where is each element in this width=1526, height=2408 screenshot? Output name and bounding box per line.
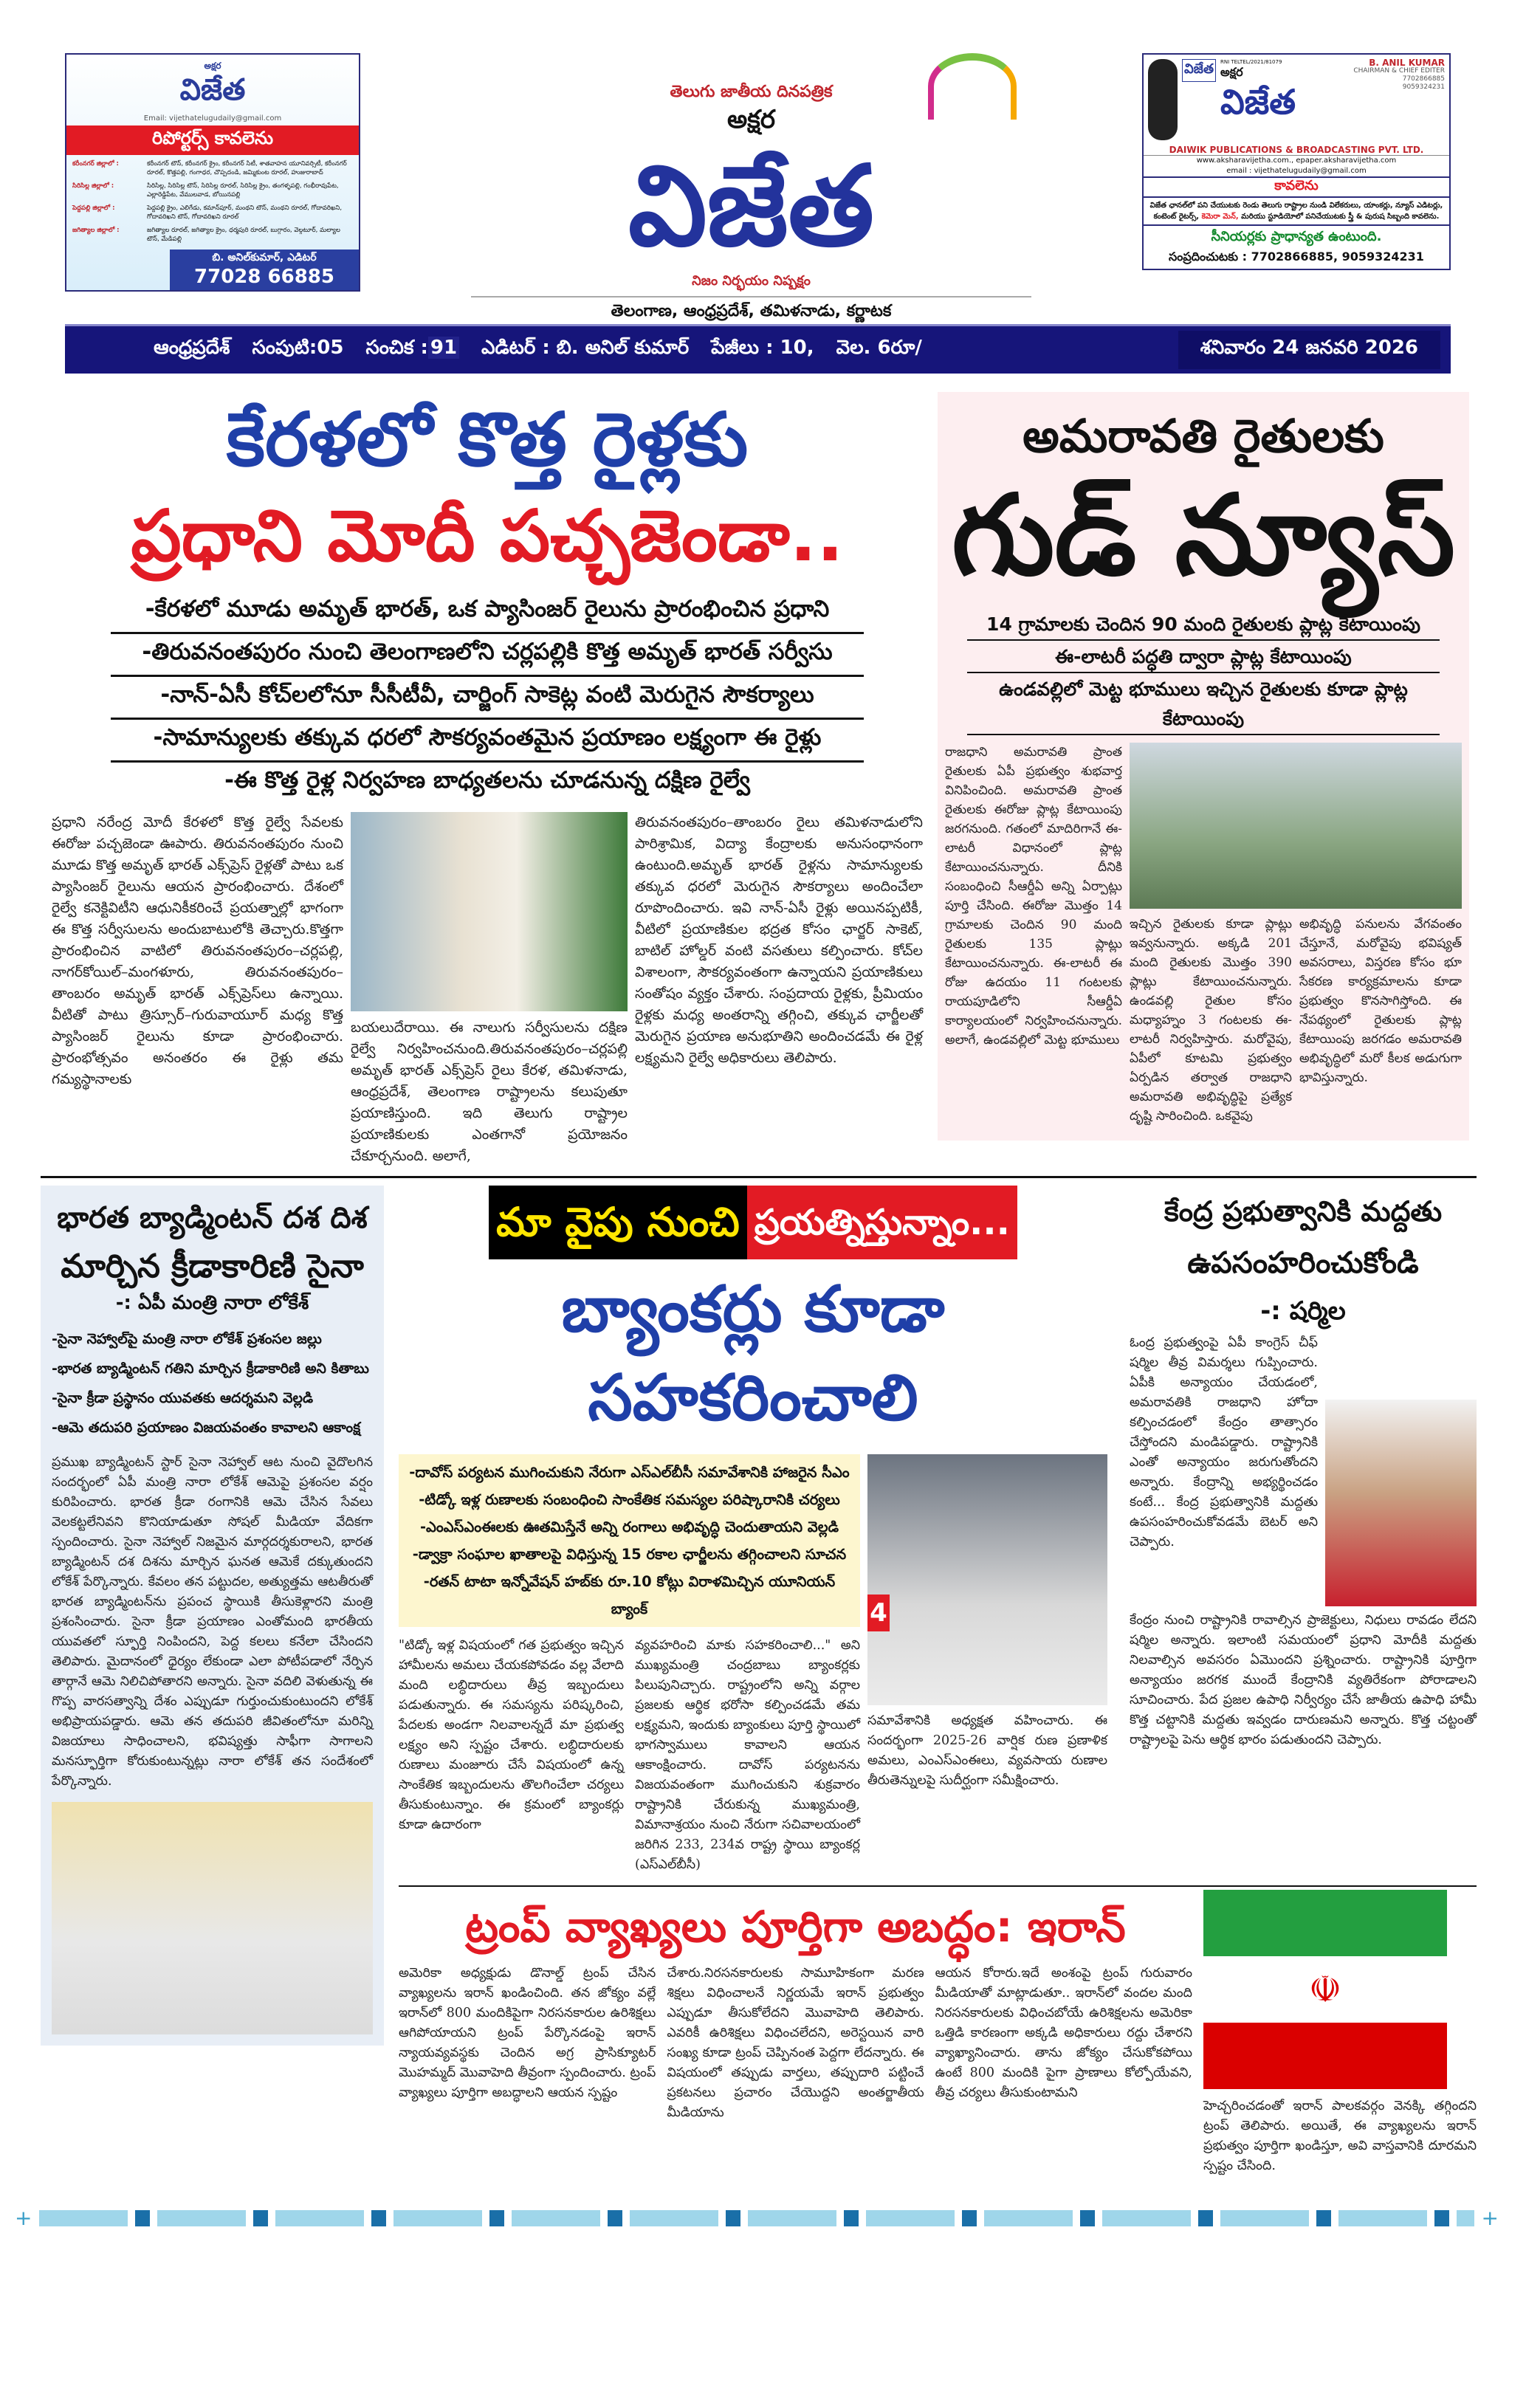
- masthead-tagline: తెలుగు జాతీయ దినపత్రిక: [670, 83, 833, 101]
- iran-emblem-icon: ☫: [1308, 1968, 1342, 2011]
- saina-bullet: -భారత బ్యాడ్మింటన్ గతిని మార్చిన క్రీడాకారిణి అని కితాబు: [52, 1360, 370, 1377]
- sharmila-photo: [1325, 1400, 1477, 1606]
- district-places: సిరిసిల్ల, సిరిసిల్ల టౌన్, సిరిసిల్ల రూరల్, సిరిసిల్ల క్రైం, తంగళ్ళపల్లి, గంభీరావుపేట, ఎల్లారెడ్డిపేట, వేములవాడ, బోయినపల్లి: [147, 182, 339, 199]
- iran-col-1: అమెరికా అధ్యక్షుడు డొనాల్డ్ ట్రంప్ చేసిన వ్యాఖ్యలను ఇరాన్ ఖండించింది. తన జోక్యం వల్లే ఇరాన్‌లో 800 మందికిపైగా నిరసనకారుల ఉరిశిక్షలు ఆగిపోయాయని ట్రంప్ పేర్కొనడంపై ఇరాన్ న్యాయవ్యవస్థకు చెందిన అగ్ర ప్రాసిక్యూటర్ మొహమ్మద్ మొవాహెది తీవ్రంగా స్పందించారు. ట్రంప్ వ్యాఖ్యలు పూర్తిగా అబద్ధాలని ఆయన స్పష్టం: [399, 1966, 656, 2100]
- registration-number: RNI TELTEL/2021/81079: [1220, 59, 1282, 65]
- lead-story: [41, 392, 923, 1167]
- district-places: పెద్దపల్లి క్రైం, ఎలిగేడు, కమాన్‌పూర్, మంథని టౌన్, మంథని రూరల్, గోదావరిఖని, గోదావరిఖని టౌన్, గోదావరిఖని రూరల్: [147, 204, 343, 221]
- edition-state: ఆంధ్రప్రదేశ్: [154, 337, 230, 359]
- amaravati-col-2: ఇచ్చిన రైతులకు కూడా ప్లాట్లు ఇవ్వనున్నారు. అక్కడి 201 మంది రైతులకు మొత్తం 390 ప్లాట్లు కేటాయించనున్నారు. ఉండవల్లి రైతుల కోసం మధ్యాహ్నం 3 గంటలకు ఈ-లాటరీ నిర్వహిస్తారు. మరోవైపు, ఏపీలో కూటమి ప్రభుత్వం ఏర్పడిన తర్వాత రాజధాని అమరావతి అభివృద్ధిపై ప్రత్యేక దృష్టి సారించింది. ఒకవైపు: [1130, 917, 1292, 1124]
- saina-headline-1: భారత బ్యాడ్మింటన్ దశ దిశ: [57, 1201, 368, 1235]
- masthead-motto: నిజం నిర్భయం నిష్పక్షం: [692, 273, 811, 289]
- sharmila-body-2: కేంద్రం నుంచి రాష్ట్రానికి రావాల్సిన ప్రాజెక్టులు, నిధులు రావడం లేదని షర్మిల అన్నారు. ఇలాంటి సమయంలో ప్రధాని మోదీకి మద్దతు నిలవాల్సిన అవసరం ఏమొందని ప్రశ్నించారు. రాష్ట్రానికి పూర్తిగా అన్యాయం జరగక ముందే కేంద్రానికి వ్యతిరేకంగా పోరాడాలని సూచించారు. పేద ప్రజల ఉపాధి నిర్వీర్యం చేసే జాతీయ ఉపాధి హామీ కొత్త చట్టానికి మద్దతు ఇవ్వడం దారుణమని అన్నారు. కొత్త చట్టంతో రాష్ట్రాలపై పెను ఆర్థిక భారం పడుతుందని చెప్పారు.: [1130, 1613, 1477, 1747]
- edition-info-bar: [65, 324, 1451, 374]
- bankers-kicker-b: ప్రయత్నిస్తున్నాం...: [747, 1186, 1017, 1259]
- lead-bullet: -సామాన్యులకు తక్కువ ధరలో సౌకర్యవంతమైన ప్రయాణం లక్ష్యంగా ఈ రైళ్లు: [111, 720, 864, 763]
- district-row: [72, 204, 353, 221]
- amaravati-subhead: ఈ-లాటరీ పద్ధతి ద్వారా ప్లాట్ల కేటాయింపు: [967, 642, 1440, 673]
- masthead-prefix: అక్షర: [726, 105, 776, 134]
- masthead: [375, 53, 1127, 324]
- iran-flag: [1203, 1890, 1447, 2089]
- iran-col-3: ఆయన కోరారు.ఇదే అంశంపై ట్రంప్ గురువారం మీడియాతో మాట్లాడుతూ.. ఇరాన్‌లో వందల మంది నిరసనకారులకు విధించబోయే ఉరిశిక్షలను అమెరికా ఒత్తిడి కారణంగా అక్కడి అధికారులు రద్దు చేశారని వ్యాఖ్యానించారు. తాను జోక్యం చేసుకోకపోయి ఉంటే 800 మందికి పైగా ప్రాణాలు కోల్పోయేవని, తీవ్ర చర్యలు తీసుకుంటామని: [935, 1966, 1192, 2100]
- reporters-wanted-ad: [65, 53, 360, 292]
- peacock-logo-icon: [928, 53, 1017, 120]
- bankers-headline: బ్యాంకర్లు కూడా సహకరించాలి: [561, 1273, 945, 1435]
- lead-col-2: బయలుదేరాయి. ఈ నాలుగు సర్వీసులను దక్షిణ రైల్వే నిర్వహించనుంది.తిరువనంతపురం–చర్లపల్లి అమృత్ భారత్ ఎక్స్‌ప్రెస్ రైలు కేరళ, తమిళనాడు, ఆంధ్రప్రదేశ్, తెలంగాణ రాష్ట్రాలను కలుపుతూ ప్రయాణిస్తుంది. ఇది తెలుగు రాష్ట్రాల ప్రయాణికులకు ఎంతగానో ప్రయోజనం చేకూర్చనుంది. అలాగే,: [351, 1019, 628, 1164]
- amaravati-col-3: అభివృద్ధి పనులను వేగవంతం చేస్తూనే, మరోవైపు భవిష్యత్ అవసరాలు, విస్తరణ కోసం భూ సేకరణ కార్యక్రమాలను కూడా ప్రభుత్వం కొనసాగిస్తోంది. ఈ నేపథ్యంలో రైతులకు ప్లాట్ల కేటాయింపు జరగడం అమరావతి అభివృద్ధిలో మరో కీలక అడుగుగా భావిస్తున్నారు.: [1299, 917, 1462, 1085]
- chandrababu-photo: [867, 1454, 1107, 1705]
- ad-prefix: అక్షర: [1220, 65, 1243, 79]
- saina-bullets: [52, 1324, 373, 1442]
- bankers-col-1: "టిడ్కో ఇళ్ల విషయంలో గత ప్రభుత్వం ఇచ్చిన హామీలను అమలు చేయకపోవడం వల్ల వేలాది మంది లబ్ధిదారులు తీవ్ర ఇబ్బందులు పడుతున్నారు. ఈ సమస్యను పరిష్కరించి, పేదలకు అండగా నిలవాలన్నదే మా ప్రభుత్వ లక్ష్యం అని స్పష్టం చేశారు. లబ్ధిదారులకు రుణాలు మంజూరు చేసే విషయంలో ఉన్న సాంకేతిక ఇబ్బందులను తొలగించేలా చర్యలు తీసుకుంటున్నాం. ఈ క్రమంలో బ్యాంకర్లు కూడా ఉదారంగా: [399, 1638, 624, 1832]
- district-places: జగిత్యాల రూరల్, జగిత్యాల క్రైం, ధర్మపురి రూరల్, బుగ్గారం, వెల్గటూర్, మల్యాల టౌన్, మేడిపల్లి: [147, 227, 340, 243]
- divider: [41, 1176, 1477, 1178]
- registration-marks-strip: [39, 2210, 1474, 2226]
- amaravati-story: [938, 392, 1469, 1141]
- ad-logo-prefix: అక్షర: [204, 61, 221, 71]
- amaravati-headline-1: అమరావతి రైతులకు: [1023, 409, 1384, 463]
- amaravati-subhead: 14 గ్రామాలకు చెందిన 90 మంది రైతులకు ప్లాట్ల కేటాయింపు: [967, 610, 1440, 641]
- wanted-desc-b: మరియు స్టూడియోలో పనిచేయుటకు స్త్రీ & పురుష సిబ్బంది కావలెను.: [1241, 213, 1440, 221]
- microphone-icon: [1148, 59, 1178, 140]
- ad-banner: రిపోర్టర్స్ కావలెను: [66, 125, 359, 155]
- company-web: www.aksharavijetha.com., epaper.aksharavijetha.com: [1196, 156, 1397, 165]
- lead-bullet: -తిరువనంతపురం నుంచి తెలంగాణలోని చర్లపల్లికి కొత్త అమృత్ భారత్ సర్వీసు: [111, 634, 864, 677]
- saina-body: ప్రముఖ బ్యాడ్మింటన్ స్టార్ సైనా నెహ్వాల్ ఆట నుంచి వైదొలగిన సందర్భంలో ఏపీ మంత్రి నారా లోకేశ్ ఆమెపై ప్రశంసల వర్షం కురిపించారు. భారత క్రీడా రంగానికి ఆమె చేసిన సేవలు వెలకట్టలేనివని కొనియాడుతూ సోషల్ మీడియా వేదికగా స్పందించారు. సైనా నెహ్వాల్ నిజమైన మార్గదర్శకురాలని, భారత బ్యాడ్మింటన్ దశ దిశను మార్చిన ఘనత ఆమెకే దక్కుతుందని లోకేశ్ పేర్కొన్నారు. కేవలం తన పట్టుదల, అత్యుత్తమ ఆటతీరుతో భారత బ్యాడ్మింటన్‌ను ప్రపంచ స్థాయికి తీసుకెళ్లారని మంత్రి ప్రశంసించారు. సైనా క్రీడా ప్రయాణం ఎంతోమంది భారతీయ యువతలో స్ఫూర్తి నింపిందని, పెద్ద కలలు కనేలా చేసిందని తెలిపారు. మైదానంలో ధైర్యం లేకుండా ఎలా పోటీపడాలో నేర్పిన తార్గానే ఆమె నిలిచిపోతారని అన్నారు. సైనా వదిలి వెళుతున్న ఈ గొప్ప వారసత్వాన్ని దేశం ఎప్పుడూ గుర్తుంచుకుంటుందని లోకేశ్ అభిప్రాయపడ్డారు. ఆమె తన తదుపరి జీవితంలోనూ మరిన్ని విజయాలు సాధించాలని, భవిష్యత్తు సాఫీగా సాగాలని మనస్ఫూర్తిగా కోరుకుంటున్నట్లు నారా లోకేశ్ తన సందేశంలో పేర్కొన్నారు.: [52, 1455, 373, 1789]
- lead-bullets: [111, 591, 864, 803]
- main-content: [15, 392, 1499, 2230]
- sharmila-body-1: ఓంద్ర ప్రభుత్వంపై ఏపీ కాంగ్రెస్ చీఫ్ షర్మిల తీవ్ర విమర్శలు గుప్పించారు. ఏపీకి అన్యాయం చేయడంలో, అమరావతికి రాజధాని హోదా కల్పించడంలో కేంద్రం తాత్సారం చేస్తోందని మండిపడ్డారు. రాష్ట్రానికి ఎంతో అన్యాయం జరుగుతోందని అన్నారు. కేంద్రాన్ని అభ్యర్థించడం కంటే... కేంద్ర ప్రభుత్వానికి మద్దతు ఉపసంహరించుకోవడమే బెటర్ అని చెప్పారు.: [1130, 1335, 1318, 1549]
- volume: సంపుటి:05: [252, 337, 344, 359]
- bankers-bullet: -టిడ్కో ఇళ్ల రుణాలకు సంబంధించి సాంకేతిక సమస్యల పరిష్కారానికి చర్యలు: [419, 1491, 840, 1508]
- district-label: జగిత్యాల జిల్లాలో :: [72, 227, 120, 234]
- district-places: కరీంనగర్ టౌన్, కరీంనగర్ క్రైం, కరీంనగర్ సిటీ, శాతవాహన యూనివర్సిటీ, కరీంనగర్ రూరల్, కొత్తపల్లి, గంగాధర, చొప్పదండి, జమ్మికుంట రూరల్, హుజురాబాద్: [147, 160, 347, 176]
- district-label: కరీంనగర్ జిల్లాలో :: [72, 160, 119, 168]
- saina-bullet: -సైనా నెహ్వాల్‌పై మంత్రి నారా లోకేశ్ ప్రశంసల జల్లు: [52, 1331, 322, 1347]
- amaravati-subheads: [945, 610, 1462, 735]
- bankers-caption: సమావేశానికి అధ్యక్షత వహించారు. ఈ సందర్భంగా 2025-26 వార్షిక రుణ ప్రణాళిక అమలు, ఎంఎస్ఎంఈలు, వ్యవసాయ రుణాల తీరుతెన్నులపై సుదీర్ఘంగా సమీక్షించారు.: [867, 1713, 1107, 1788]
- iran-col-2: చేశారు.నిరసనకారులకు సామూహికంగా మరణ శిక్షలు విధించాలనే నిర్ణయమే ఇరాన్ ప్రభుత్వం ఎప్పుడూ తీసుకోలేదని మొవాహెది తెలిపారు. ఎవరికీ ఉరిశిక్షలు విధించలేదని, అరెస్టయిన వారి సంఖ్య కూడా ట్రంప్ చెప్పినంత పెద్దగా లేదన్నారు. ఈ విషయంలో తప్పుడు వార్తలు, తప్పుదారి పట్టించే ప్రకటనలు ప్రచారం చేయొద్దని అంతర్జాతీయ మీడియాను: [667, 1966, 924, 2120]
- saina-byline: -: ఏపీ మంత్రి నారా లోకేశ్: [115, 1292, 309, 1314]
- amaravati-buddha-photo: [1130, 743, 1462, 909]
- sharmila-byline: -: షర్మిల: [1260, 1296, 1346, 1326]
- ad-email: Email: vijethatelugudaily@gmail.com: [143, 114, 282, 123]
- district-row: [72, 159, 353, 177]
- amaravati-col-1: రాజధాని అమరావతి ప్రాంత రైతులకు ఏపీ ప్రభుత్వం శుభవార్త వినిపించింది. అమరావతి ప్రాంత రైతులకు ఈరోజు ప్లాట్ల కేటాయింపు జరగనుంది. గతంలో మాదిరిగానే ఈ-లాటరీ విధానంలో ప్లాట్ల కేటాయించనున్నారు. దీనికి సంబంధించి సీఆర్డీఏ అన్ని ఏర్పాట్లు పూర్తి చేసింది. ఈరోజు మొత్తం 14 గ్రామాలకు చెందిన 90 మంది రైతులకు 135 ప్లాట్లు కేటాయించనున్నారు. ఈ-లాటరీ ఈ రోజు ఉదయం 11 గంటలకు రాయపూడిలోని సీఆర్డీఏ కార్యాలయంలో నిర్వహించనున్నారు. అలాగే, ఉండవల్లిలో మెట్ట భూములు: [945, 745, 1122, 1048]
- price: వెల. 6రూ/: [836, 337, 922, 359]
- lead-headline-1: కేరళలో కొత్త రైళ్లకు: [226, 396, 749, 483]
- company-email: email : vijethatelugudaily@gmail.com: [1226, 167, 1367, 175]
- lead-col-3: తిరువనంతపురం–తాంబరం రైలు తమిళనాడులోని పారిశ్రామిక, విద్యా కేంద్రాలకు అనుసంధానంగా ఉంటుంది.అమృత్ భారత్ రైళ్లను సామాన్యులకు తక్కువ ధరలో మెరుగైన సౌకర్యాలు అందించేలా రూపొందించారు. ఇవి నాన్-ఏసీ రైళ్లు అయినప్పటికీ, వీటిలో ప్రయాణికుల భద్రత కోసం ఛార్జర్ సాకెట్, బాటిల్ హోల్డర్ వంటి వసతులు కల్పించారు. కోచ్‌ల విశాలంగా, సౌకర్యవంతంగా ఉన్నాయని ప్రయాణికులు సంతోషం వ్యక్తం చేశారు. సంప్రదాయ రైళ్లకు, ప్రీమియం రైళ్లకు మధ్య అంతరాన్ని తగ్గించి, తక్కువ ఛార్జీలతో మెరుగైన ప్రయాణ అనుభూతిని అందించడమే ఈ రైళ్ల లక్ష్యమని రైల్వే అధికారులు తెలిపారు.: [635, 814, 923, 1066]
- wanted-desc-a: విజేత ఛానల్‌లో పని చేయుటకు రెండు తెలుగు రాష్ట్రాల నుండి విలేకరులు, యాంకర్లు, న్యూస్ ఎడిటర్లు, కంటెంట్ రైటర్స్,: [1149, 202, 1443, 221]
- company-name: DAIWIK PUBLICATIONS & BROADCASTING PVT. LTD.: [1144, 145, 1449, 156]
- sharmila-story: [1130, 1186, 1477, 1750]
- crosshair-icon: +: [1481, 2206, 1499, 2230]
- district-label: పెద్దపల్లి జిల్లాలో :: [72, 204, 115, 212]
- amaravati-headline-2: గుడ్ న్యూస్: [951, 472, 1456, 600]
- chairman-name: B. ANIL KUMAR: [1369, 58, 1445, 68]
- district-row: [72, 182, 353, 199]
- issue-label: సంచిక :: [365, 337, 428, 359]
- lead-bullet: -నాన్-ఏసీ కోచ్‌లలోనూ సీసీటీవీ, చార్జింగ్ సాకెట్ల వంటి మెరుగైన సౌకర్యాలు: [111, 677, 864, 720]
- saina-story: [41, 1186, 384, 2046]
- ad-editor: బి. అనిల్‌కుమార్, ఎడిటర్: [212, 252, 317, 264]
- bankers-col-2: వ్యవహరించి మాకు సహకరించాలి..." అని ముఖ్యమంత్రి చంద్రబాబు బ్యాంకర్లకు పిలుపునిచ్చారు. రాష్ట్రంలోని అన్ని వర్గాల ప్రజలకు ఆర్థిక భరోసా కల్పించడమే తమ లక్ష్యమని, ఇందుకు బ్యాంకులు పూర్తి స్థాయిలో భాగస్వాములు కావాలని ఆయన ఆకాంక్షించారు. దావోస్ పర్యటనను విజయవంతంగా ముగించుకుని శుక్రవారం రాష్ట్రానికి చేరుకున్న ముఖ్యమంత్రి, విమానాశ్రయం నుంచి నేరుగా సచివాలయంలో జరిగిన 233, 234వ రాష్ట్ర స్థాయి బ్యాంకర్ల (ఎస్ఎల్‌బీసీ): [635, 1638, 860, 1872]
- ad-phone: 77028 66885: [194, 266, 334, 288]
- district-row: [72, 226, 353, 244]
- vijetha-channel-ad: [1142, 53, 1451, 270]
- masthead-states: తెలంగాణ, ఆంధ్రప్రదేశ్, తమిళనాడు, కర్ణాటక: [611, 302, 892, 320]
- lead-bullet: -కేరళలో మూడు అమృత్ భారత్, ఒక ప్యాసింజర్ రైలును ప్రారంభించిన ప్రధాని: [111, 591, 864, 634]
- masthead-logo: విజేత: [628, 142, 874, 271]
- bankers-bullet: -డ్వాక్రా సంఘాల ఖాతాలపై విధిస్తున్న 15 రకాల ఛార్జీలను తగ్గించాలని సూచన: [412, 1546, 847, 1563]
- page-number-badge: 4: [867, 1595, 890, 1631]
- issue-date: శనివారం 24 జనవరి 2026: [1178, 331, 1440, 369]
- nara-lokesh-photo: [52, 1802, 373, 2034]
- district-label: సిరిసిల్ల జిల్లాలో :: [72, 182, 114, 190]
- iran-col-4: హెచ్చరించడంతో ఇరాన్ పాలకవర్గం వెనక్కి తగ్గిందని ట్రంప్ తెలిపారు. అయితే, ఈ వ్యాఖ్యలను ఇరాన్ ప్రభుత్వం పూర్తిగా ఖండిస్తూ, అవి వాస్తవానికి దూరమని స్పష్టం చేసింది.: [1203, 2099, 1477, 2173]
- bankers-bullets: [399, 1454, 860, 1627]
- chairman-role: CHAIRMAN & CHIEF EDITER: [1353, 67, 1445, 75]
- seniors-note: సీనియర్లకు ప్రాధాన్యత ఉంటుంది.: [1144, 224, 1449, 247]
- saina-bullet: -సైనా క్రీడా ప్రస్థానం యువతకు ఆదర్శమని వెల్లడి: [52, 1390, 314, 1406]
- contact-numbers: సంప్రదించుటకు : 7702866885, 9059324231: [1169, 250, 1424, 264]
- iran-headline: ట్రంప్ వ్యాఖ్యలు పూర్తిగా అబద్ధం: ఇరాన్: [465, 1902, 1126, 1952]
- wanted-title: కావలెను: [1144, 176, 1449, 198]
- editor: ఎడిటర్ : బి. అనిల్ కుమార్: [481, 337, 690, 359]
- chairman-phone-2: 9059324231: [1402, 83, 1445, 91]
- bankers-bullet: -ఎంఎస్ఎంఈలకు ఊతమిస్తేనే అన్ని రంగాలు అభివృద్ధి చెందుతాయని వెల్లడి: [419, 1518, 839, 1535]
- ad-logo: విజేత: [1220, 82, 1296, 122]
- bankers-bullet: -దావోస్ పర్యటన ముగించుకుని నేరుగా ఎస్ఎల్‌బీసీ సమావేశానికి హాజరైన సీఎం: [409, 1464, 850, 1481]
- page-header: [65, 53, 1451, 324]
- divider: [399, 1885, 1477, 1887]
- bankers-bullet: -రతన్ టాటా ఇన్నోవేషన్ హబ్‌కు రూ.10 కోట్లు విరాళమిచ్చిన యూనియన్ బ్యాంక్: [423, 1573, 836, 1617]
- issue-number: 91: [428, 337, 459, 359]
- chairman-phone-1: 7702866885: [1402, 75, 1445, 83]
- bankers-story: [399, 1186, 1107, 1875]
- crosshair-icon: +: [15, 2206, 32, 2230]
- lead-col-1: ప్రధాని నరేంద్ర మోదీ కేరళలో కొత్త రైల్వే సేవలకు ఈరోజు పచ్చజెండా ఊపారు. తిరువనంతపురం నుంచి మూడు కొత్త అమృత్ భారత్ ఎక్స్‌ప్రెస్ రైళ్లతో పాటు ఒక ప్యాసింజర్ రైలును ఆయన ప్రారంభించారు. దేశంలో రైల్వే కనెక్టివిటీని ఆధునికీకరించే ప్రయత్నాల్లో భాగంగా ఈ కొత్త సర్వీసులను అందుబాటులోకి తెచ్చారు.కొత్తగా ప్రారంభించిన వాటిలో తిరువనంతపురం–చర్లపల్లి, నాగర్‌కోయిల్–మంగళూరు, తిరువనంతపురం–తాంబరం అమృత్ భారత్ ఎక్స్‌ప్రెస్‌లు ఉన్నాయి. వీటితో పాటు త్రిస్సూర్–గురువాయూర్ మధ్య కొత్త ప్యాసింజర్ రైలును కూడా ప్రారంభించారు. ప్రారంభోత్సవం అనంతరం ఈ రైళ్లు తమ గమ్యస్థానాలకు: [52, 814, 343, 1087]
- pages: పేజీలు : 10,: [711, 337, 814, 359]
- sharmila-headline-1: కేంద్ర ప్రభుత్వానికి మద్దతు: [1164, 1195, 1443, 1228]
- lead-bullet: -ఈ కొత్త రైళ్ల నిర్వహణ బాధ్యతలను చూడనున్న దక్షిణ రైల్వే: [224, 767, 750, 794]
- flag-band-green: [1203, 1890, 1447, 1956]
- flag-band-white: [1203, 1956, 1447, 2023]
- district-list: [66, 158, 359, 250]
- mic-label: విజేత: [1182, 59, 1216, 82]
- lead-photo-modi: [351, 812, 628, 1011]
- amaravati-subhead: ఉండవల్లిలో మెట్ట భూములు ఇచ్చిన రైతులకు కూడా ప్లాట్ల కేటాయింపు: [967, 675, 1440, 735]
- saina-headline-2: మార్చిన క్రీడాకారిణి సైనా: [61, 1248, 364, 1285]
- iran-story: [399, 1890, 1477, 2176]
- bankers-kicker-a: మా వైపు నుంచి: [489, 1186, 747, 1259]
- ad-logo: విజేత: [179, 73, 246, 107]
- sharmila-headline-2: ఉపసంహరించుకోండి: [1187, 1246, 1419, 1280]
- flag-band-red: [1203, 2023, 1447, 2089]
- lead-headline-2: ప్రధాని మోదీ పచ్చజెండా..: [131, 495, 844, 577]
- ad-editor-box: [170, 250, 359, 290]
- saina-bullet: -ఆమె తదుపరి ప్రయాణం విజయవంతం కావాలని ఆకాంక్ష: [52, 1420, 361, 1436]
- wanted-desc-highlight: కెమెరా మెన్,: [1201, 213, 1239, 221]
